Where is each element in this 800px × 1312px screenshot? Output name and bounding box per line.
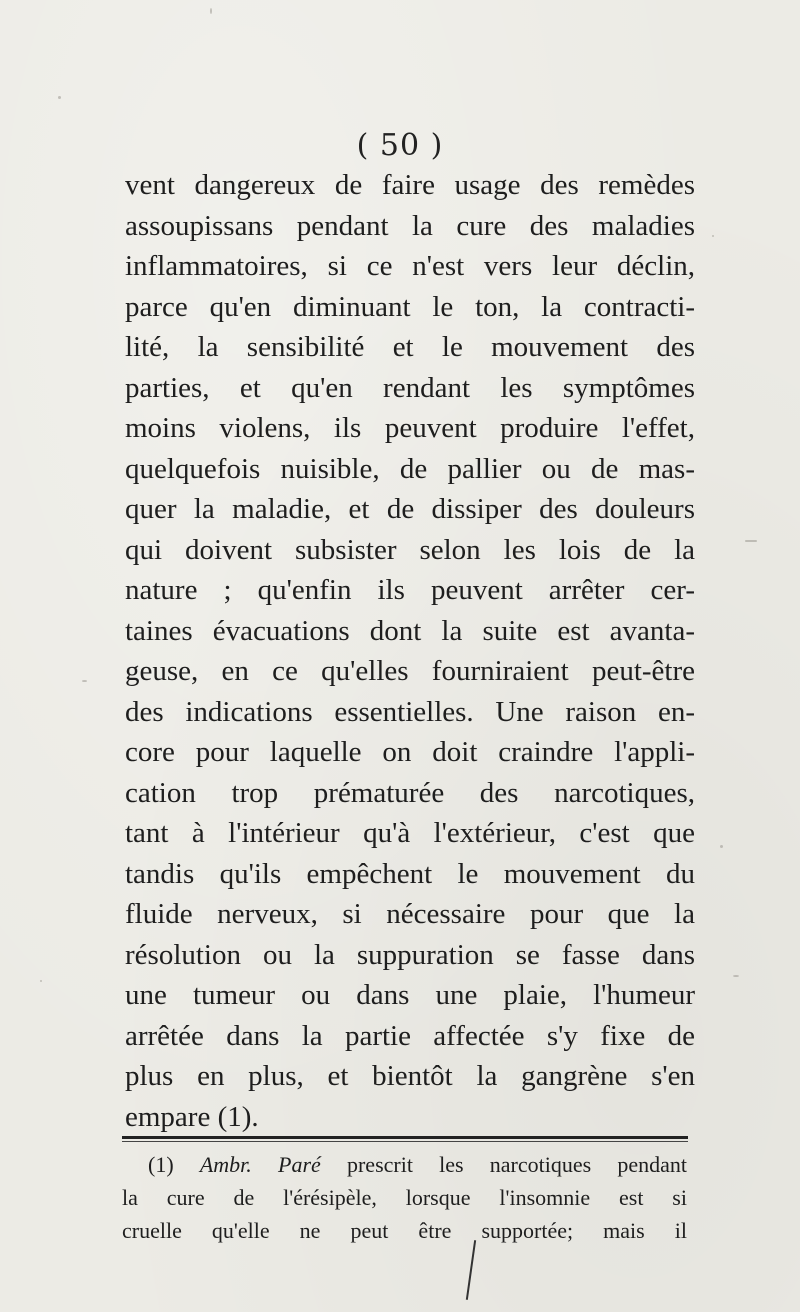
text-line: qui doivent subsister selon les lois de la (125, 533, 695, 566)
text-line: taines évacuations dont la suite est avanta- (125, 614, 695, 647)
page-number: ( 50 ) (356, 128, 444, 163)
text-line: moins violens, ils peuvent produire l'effet, (125, 412, 695, 444)
text-line: quer la maladie, et de dissiper des douleurs (125, 493, 695, 525)
footnote-line: la cure de l'érésipèle, lorsque l'insomnie est si (122, 1185, 687, 1210)
text-line: résolution ou la suppuration se fasse dans (125, 938, 695, 971)
paper-speck (720, 845, 723, 848)
text-line: lité, la sensibilité et le mouvement des (125, 331, 695, 363)
text-line: parties, et qu'en rendant les symptômes (125, 371, 695, 404)
footnote (122, 1148, 687, 1247)
text-line: tandis qu'ils empêchent le mouvement du (125, 857, 695, 890)
text-line: parce qu'en diminuant le ton, la contracti- (125, 290, 695, 323)
paper-speck (733, 975, 739, 977)
text-line: fluide nerveux, si nécessaire pour que la (125, 898, 695, 930)
text-line: une tumeur ou dans une plaie, l'humeur (125, 979, 695, 1011)
text-line: assoupissans pendant la cure des maladies (125, 209, 695, 242)
text-line: nature ; qu'enfin ils peuvent arrêter cer- (125, 574, 695, 606)
text-line: quelquefois nuisible, de pallier ou de mas- (125, 452, 695, 485)
paper-speck (40, 980, 42, 982)
text-line: core pour laquelle on doit craindre l'appli- (125, 736, 695, 768)
text-line: vent dangereux de faire usage des remèdes (125, 169, 695, 201)
paper-speck (82, 680, 87, 682)
paper-speck (745, 540, 757, 542)
footnote-line (122, 1148, 687, 1181)
text-line: geuse, en ce qu'elles fourniraient peut-être (125, 655, 695, 687)
footnote-rule-thin (122, 1141, 688, 1142)
footnote-author: Ambr. Paré (199, 1152, 321, 1177)
text-line: tant à l'intérieur qu'à l'extérieur, c'est que (125, 817, 695, 849)
ink-stroke (466, 1240, 476, 1300)
paper-speck (712, 235, 714, 237)
text-line: empare (1). (125, 1100, 259, 1133)
body-text (125, 165, 695, 1137)
footnote-line: cruelle qu'elle ne peut être supportée; mais il (122, 1218, 687, 1243)
footnote-marker: (1) (148, 1152, 174, 1177)
text-line: cation trop prématurée des narcotiques, (125, 776, 695, 809)
footnote-text: prescrit les narcotiques pendant (346, 1152, 688, 1177)
text-line: arrêtée dans la partie affectée s'y fixe de (125, 1019, 695, 1052)
text-line: inflammatoires, si ce n'est vers leur déclin, (125, 250, 695, 282)
footnote-rule (122, 1136, 688, 1139)
text-line: des indications essentielles. Une raison en- (125, 695, 695, 728)
text-line: plus en plus, et bientôt la gangrène s'en (125, 1060, 695, 1092)
paper-speck (58, 96, 61, 99)
paper-speck (210, 8, 212, 14)
